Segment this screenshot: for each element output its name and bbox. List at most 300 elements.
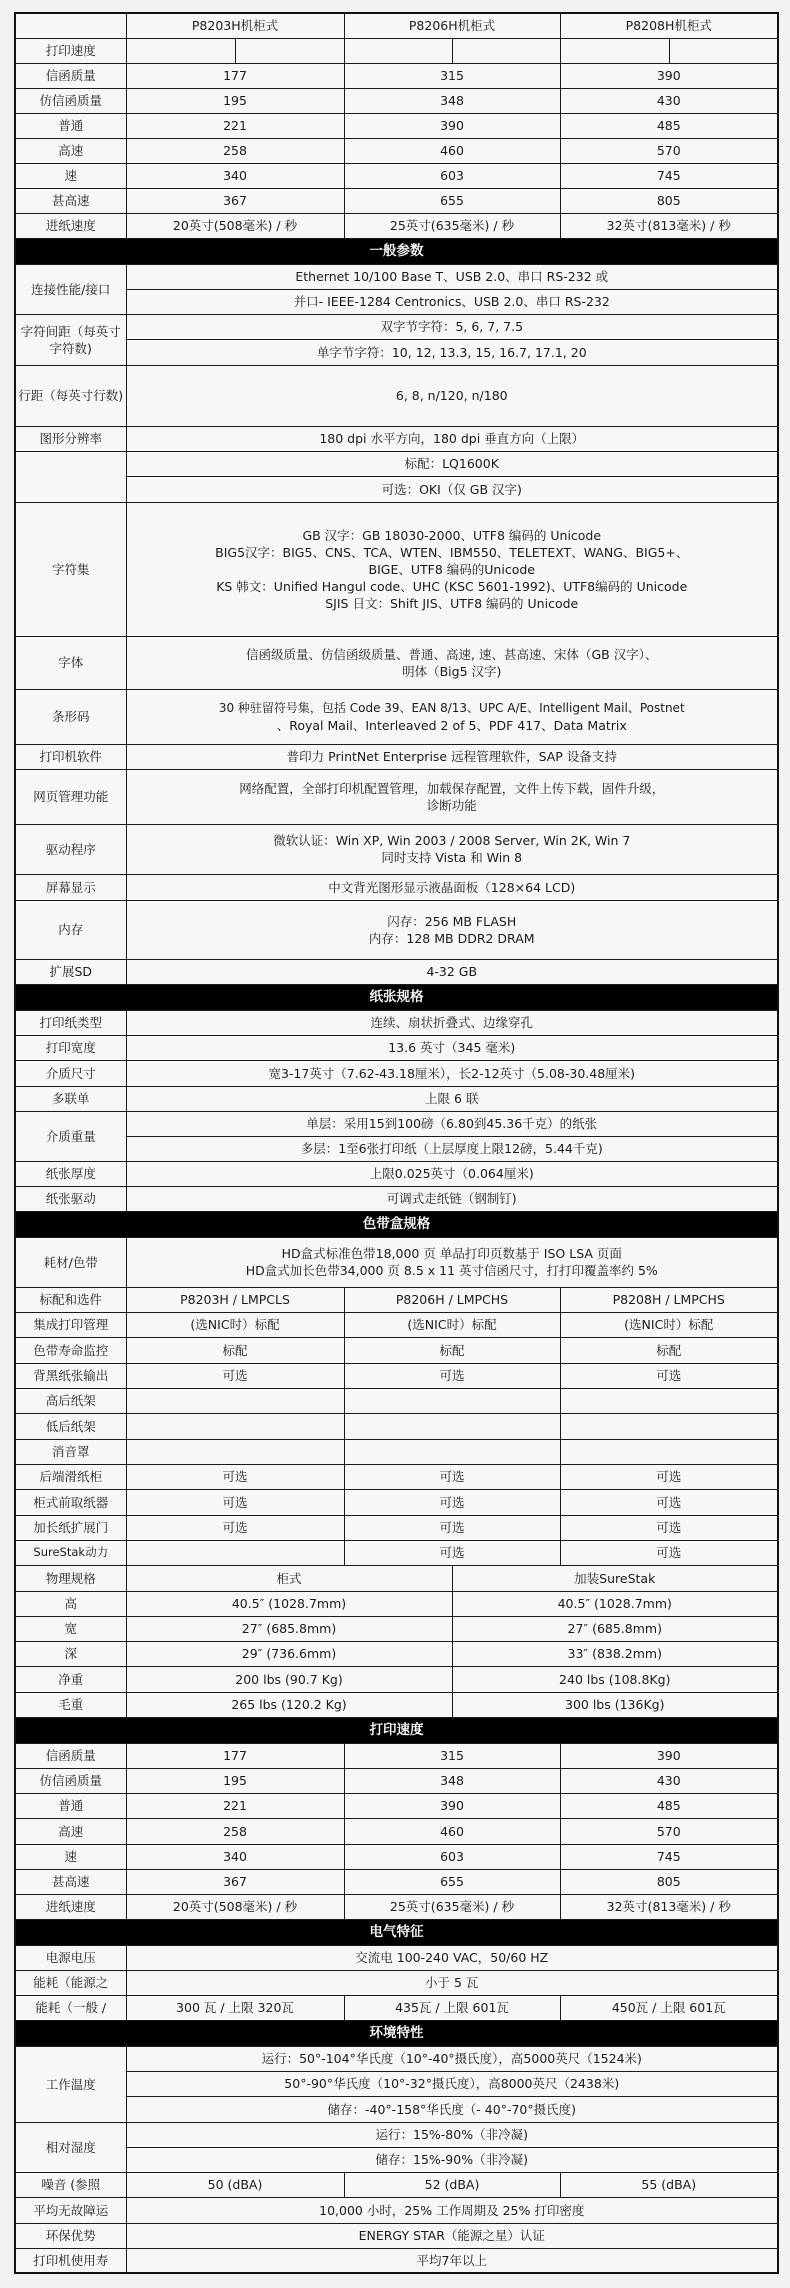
barcode-line: 30 种驻留符号集，包括 Code 39、EAN 8/13、UPC A/E、Intelligent Mail、Postnet <box>218 700 685 715</box>
driver-line: 同时支持 Vista 和 Win 8 <box>381 850 523 865</box>
table-row <box>15 2248 778 2273</box>
row-label: 高 <box>15 1591 126 1616</box>
table-row <box>15 1995 778 2020</box>
value-cell: 200 lbs (90.7 Kg) <box>126 1666 452 1692</box>
table-row <box>15 1540 778 1565</box>
value-cell: 450瓦 / 上限 601瓦 <box>560 1995 778 2020</box>
row-label: 色带寿命监控 <box>15 1337 126 1363</box>
table-row <box>15 636 778 689</box>
row-label: 介质重量 <box>15 1111 126 1161</box>
table-row <box>15 2096 778 2122</box>
physical-header-row <box>15 1565 778 1591</box>
table-row <box>15 1692 778 1717</box>
value-cell: 可选 <box>126 1489 344 1515</box>
table-row <box>15 451 778 476</box>
value-cell: 交流电 100-240 VAC，50/60 HZ <box>126 1945 778 1970</box>
row-label: 毛重 <box>15 1692 126 1717</box>
row-label: 字符集 <box>15 502 126 636</box>
value-cell: (选NIC时）标配 <box>344 1312 560 1337</box>
empty-cell <box>344 38 452 63</box>
value-cell <box>344 1439 560 1464</box>
table-row <box>15 1413 778 1439</box>
value-cell: 485 <box>560 1793 778 1818</box>
value-cell: 32英寸(813毫米) / 秒 <box>560 1894 778 1919</box>
row-label: 仿信函质量 <box>15 88 126 113</box>
table-row <box>15 2071 778 2096</box>
charset-line: BIGE、UTF8 编码的Unicode <box>368 561 535 577</box>
table-row <box>15 1337 778 1363</box>
value-cell: 40.5″ (1028.7mm) <box>452 1591 778 1616</box>
table-row <box>15 1945 778 1970</box>
value-cell: 普印力 PrintNet Enterprise 远程管理软件，SAP 设备支持 <box>126 744 778 769</box>
value-cell: ENERGY STAR（能源之星）认证 <box>126 2223 778 2248</box>
section-header-speed <box>15 1717 778 1743</box>
row-label: 信函质量 <box>15 1743 126 1768</box>
table-row <box>15 1237 778 1287</box>
value-cell: 可选：OKI（仅 GB 汉字) <box>126 476 778 502</box>
value-cell: 中文背光图形显示液晶面板（128×64 LCD) <box>126 874 778 900</box>
table-row <box>15 1844 778 1869</box>
row-label: 高后纸架 <box>15 1388 126 1413</box>
value-cell: 连续、扇状折叠式、边缘穿孔 <box>126 1010 778 1035</box>
model-header-row <box>15 13 778 38</box>
value-cell: 195 <box>126 88 344 113</box>
value-cell: 390 <box>344 1793 560 1818</box>
table-row <box>15 1439 778 1464</box>
table-row <box>15 1489 778 1515</box>
value-cell <box>126 636 778 689</box>
value-cell: 195 <box>126 1768 344 1793</box>
row-label: 字体 <box>15 636 126 689</box>
table-row <box>15 264 778 289</box>
value-cell: 可选 <box>560 1464 778 1489</box>
value-cell: 240 lbs (108.8Kg) <box>452 1666 778 1692</box>
empty-cell <box>560 38 669 63</box>
empty-cell <box>452 38 560 63</box>
value-cell: 25英寸(635毫米) / 秒 <box>344 213 560 238</box>
table-row <box>15 1111 778 1136</box>
row-label: 普通 <box>15 113 126 138</box>
row-label: 能耗（能源之 <box>15 1970 126 1995</box>
row-label: 内存 <box>15 900 126 959</box>
value-cell: 可选 <box>344 1489 560 1515</box>
row-label: 平均无故障运 <box>15 2197 126 2223</box>
value-cell: 10,000 小时，25% 工作周期及 25% 打印密度 <box>126 2197 778 2223</box>
model-header: P8208H机柜式 <box>560 13 778 38</box>
row-label: 噪音 (参照 <box>15 2172 126 2197</box>
value-cell: (选NIC时）标配 <box>126 1312 344 1337</box>
table-row <box>15 1464 778 1489</box>
value-cell: 20英寸(508毫米) / 秒 <box>126 1894 344 1919</box>
value-cell: 标配 <box>560 1337 778 1363</box>
table-row <box>15 1010 778 1035</box>
row-label: 物理规格 <box>15 1565 126 1591</box>
table-row <box>15 769 778 824</box>
row-label: 纸张厚度 <box>15 1161 126 1186</box>
table-row <box>15 188 778 213</box>
row-label: 进纸速度 <box>15 213 126 238</box>
row-label: 网页管理功能 <box>15 769 126 824</box>
table-row <box>15 138 778 163</box>
section-title: 色带盒规格 <box>15 1211 778 1237</box>
value-cell: 603 <box>344 1844 560 1869</box>
value-cell: 603 <box>344 163 560 188</box>
section-header-general <box>15 238 778 264</box>
row-label: 打印纸类型 <box>15 1010 126 1035</box>
value-cell: 可选 <box>344 1515 560 1540</box>
table-row <box>15 959 778 984</box>
table-row <box>15 1161 778 1186</box>
table-row <box>15 365 778 426</box>
value-cell: 340 <box>126 163 344 188</box>
section-title: 电气特征 <box>15 1919 778 1945</box>
value-cell: 6, 8, n/120, n/180 <box>126 365 778 426</box>
speed-label-row <box>15 38 778 63</box>
row-label: 打印宽度 <box>15 1035 126 1060</box>
table-row <box>15 2197 778 2223</box>
value-cell: 小于 5 瓦 <box>126 1970 778 1995</box>
row-label: 打印机软件 <box>15 744 126 769</box>
value-cell: 可选 <box>344 1363 560 1388</box>
value-cell <box>126 1388 344 1413</box>
value-cell <box>126 1413 344 1439</box>
value-cell: 460 <box>344 138 560 163</box>
table-row <box>15 900 778 959</box>
row-label: 打印速度 <box>15 38 126 63</box>
table-row <box>15 1666 778 1692</box>
value-cell: 300 lbs (136Kg) <box>452 1692 778 1717</box>
row-label: 条形码 <box>15 689 126 744</box>
value-cell: 435瓦 / 上限 601瓦 <box>344 1995 560 2020</box>
value-cell: 可选 <box>560 1363 778 1388</box>
row-label: 仿信函质量 <box>15 1768 126 1793</box>
value-cell: 可选 <box>344 1464 560 1489</box>
row-label: 屏幕显示 <box>15 874 126 900</box>
section-title: 一般参数 <box>15 238 778 264</box>
value-cell: 多层：1至6张打印纸（上层厚度上限12磅，5.44千克) <box>126 1136 778 1161</box>
row-label: 多联单 <box>15 1086 126 1111</box>
table-row <box>15 289 778 314</box>
value-cell: 宽3-17英寸（7.62-43.18厘米），长2-12英寸（5.08-30.48厘米) <box>126 1060 778 1086</box>
table-row <box>15 1768 778 1793</box>
table-row <box>15 2223 778 2248</box>
value-cell: 可选 <box>560 1489 778 1515</box>
table-row <box>15 1363 778 1388</box>
value-cell: 上限0.025英寸（0.064厘米) <box>126 1161 778 1186</box>
value-cell: 300 瓦 / 上限 320瓦 <box>126 1995 344 2020</box>
value-cell: 平均7年以上 <box>126 2248 778 2273</box>
value-cell: 348 <box>344 1768 560 1793</box>
row-label: 深 <box>15 1641 126 1666</box>
row-label: 电源电压 <box>15 1945 126 1970</box>
memory-line: 内存：128 MB DDR2 DRAM <box>368 930 535 946</box>
value-cell: 32英寸(813毫米) / 秒 <box>560 213 778 238</box>
section-title: 环境特性 <box>15 2020 778 2046</box>
value-cell <box>560 1388 778 1413</box>
table-row <box>15 689 778 744</box>
model-header: P8203H机柜式 <box>126 13 344 38</box>
value-cell <box>126 1439 344 1464</box>
table-row <box>15 1793 778 1818</box>
table-row <box>15 1641 778 1666</box>
row-label: 后端滑纸柜 <box>15 1464 126 1489</box>
row-label: 扩展SD <box>15 959 126 984</box>
section-header-environment <box>15 2020 778 2046</box>
value-cell: 可选 <box>560 1515 778 1540</box>
value-cell: 标配：LQ1600K <box>126 451 778 476</box>
table-row <box>15 502 778 636</box>
value-cell: 180 dpi 水平方向，180 dpi 垂直方向（上限） <box>126 426 778 451</box>
value-cell <box>126 824 778 874</box>
section-title: 打印速度 <box>15 1717 778 1743</box>
table-row <box>15 1312 778 1337</box>
value-cell: 258 <box>126 138 344 163</box>
value-cell <box>126 1237 778 1287</box>
value-cell: 单字节字符：10, 12, 13.3, 15, 16.7, 17.1, 20 <box>126 339 778 365</box>
value-cell: 双字节字符：5, 6, 7, 7.5 <box>126 314 778 339</box>
value-cell: 标配 <box>344 1337 560 1363</box>
fonts-line: 信函级质量、仿信函级质量、普通、高速, 速、甚高速、宋体（GB 汉字）、 <box>246 646 658 662</box>
table-row <box>15 2046 778 2071</box>
memory-line: 闪存：256 MB FLASH <box>387 913 517 929</box>
value-cell: 430 <box>560 88 778 113</box>
value-cell: 55 (dBA) <box>560 2172 778 2197</box>
value-cell: 标配 <box>126 1337 344 1363</box>
row-label <box>15 451 126 502</box>
value-cell: 50 (dBA) <box>126 2172 344 2197</box>
table-row <box>15 213 778 238</box>
web-mgmt-line: 网络配置，全部打印机配置管理，加载保存配置，文件上传下载，固件升级， <box>239 780 665 796</box>
row-label: 标配和选件 <box>15 1287 126 1312</box>
value-cell: 并口- IEEE-1284 Centronics、USB 2.0、串口 RS-232 <box>126 289 778 314</box>
row-label: 净重 <box>15 1666 126 1692</box>
value-cell: 390 <box>560 63 778 88</box>
row-label: SureStak动力 <box>15 1540 126 1565</box>
row-label: 连接性能/接口 <box>15 264 126 314</box>
table-row <box>15 163 778 188</box>
value-cell: Ethernet 10/100 Base T、USB 2.0、串口 RS-232 或 <box>126 264 778 289</box>
value-cell: 可选 <box>344 1540 560 1565</box>
spec-sheet <box>14 12 777 2274</box>
driver-line: 微软认证：Win XP, Win 2003 / 2008 Server, Win 2K, Win 7 <box>273 833 631 848</box>
consumables-line: HD盒式加长色带34,000 页 8.5 x 11 英寸信函尺寸，打打印覆盖率约 5% <box>245 1263 658 1278</box>
row-label: 耗材/色带 <box>15 1237 126 1287</box>
row-label: 图形分辨率 <box>15 426 126 451</box>
row-label: 环保优势 <box>15 2223 126 2248</box>
section-header-ribbon <box>15 1211 778 1237</box>
row-label: 字符间距（每英寸字符数) <box>15 314 126 365</box>
value-cell: 430 <box>560 1768 778 1793</box>
table-row <box>15 1388 778 1413</box>
value-cell <box>560 1413 778 1439</box>
row-label: 行距（每英寸行数) <box>15 365 126 426</box>
value-cell: 805 <box>560 1869 778 1894</box>
table-row <box>15 1970 778 1995</box>
value-cell: 390 <box>560 1743 778 1768</box>
empty-cell <box>126 38 235 63</box>
table-row <box>15 744 778 769</box>
value-cell: 4-32 GB <box>126 959 778 984</box>
value-cell: 加装SureStak <box>452 1565 778 1591</box>
charset-line: BIG5汉字：BIG5、CNS、TCA、WTEN、IBM550、TELETEXT、WANG、BIG5+、 <box>215 544 689 560</box>
table-row <box>15 476 778 502</box>
value-cell <box>344 1413 560 1439</box>
value-cell: 745 <box>560 163 778 188</box>
row-label: 普通 <box>15 1793 126 1818</box>
value-cell: 460 <box>344 1818 560 1844</box>
value-cell: 340 <box>126 1844 344 1869</box>
value-cell <box>126 689 778 744</box>
value-cell <box>126 502 778 636</box>
value-cell: 20英寸(508毫米) / 秒 <box>126 213 344 238</box>
value-cell: 27″ (685.8mm) <box>126 1616 452 1641</box>
table-row <box>15 314 778 339</box>
value-cell <box>560 1439 778 1464</box>
value-cell: 367 <box>126 188 344 213</box>
table-row <box>15 2147 778 2172</box>
table-row <box>15 1035 778 1060</box>
value-cell: P8203H / LMPCLS <box>126 1287 344 1312</box>
value-cell <box>344 1388 560 1413</box>
table-row <box>15 1869 778 1894</box>
row-label: 纸张驱动 <box>15 1186 126 1211</box>
table-row <box>15 824 778 874</box>
value-cell: 29″ (736.6mm) <box>126 1641 452 1666</box>
value-cell: P8206H / LMPCHS <box>344 1287 560 1312</box>
table-row <box>15 1136 778 1161</box>
empty-cell <box>235 38 344 63</box>
value-cell: 40.5″ (1028.7mm) <box>126 1591 452 1616</box>
value-cell: 390 <box>344 113 560 138</box>
value-cell: 655 <box>344 188 560 213</box>
row-label: 柜式前取纸器 <box>15 1489 126 1515</box>
value-cell: 可选 <box>126 1515 344 1540</box>
value-cell: 221 <box>126 113 344 138</box>
table-row <box>15 1060 778 1086</box>
charset-line: KS 韩文：Unified Hangul code、UHC (KSC 5601-1992)、UTF8编码的 Unicode <box>216 578 688 594</box>
value-cell: 485 <box>560 113 778 138</box>
table-row <box>15 1591 778 1616</box>
table-row <box>15 339 778 365</box>
section-header-electrical <box>15 1919 778 1945</box>
value-cell: 570 <box>560 1818 778 1844</box>
value-cell: 27″ (685.8mm) <box>452 1616 778 1641</box>
value-cell <box>126 1540 344 1565</box>
row-label: 进纸速度 <box>15 1894 126 1919</box>
table-row <box>15 88 778 113</box>
row-label: 驱动程序 <box>15 824 126 874</box>
value-cell: 52 (dBA) <box>344 2172 560 2197</box>
value-cell <box>126 900 778 959</box>
model-header: P8206H机柜式 <box>344 13 560 38</box>
value-cell: 13.6 英寸（345 毫米) <box>126 1035 778 1060</box>
value-cell: 储存：-40°-158°华氏度（- 40°-70°摄氏度) <box>126 2096 778 2122</box>
value-cell: 177 <box>126 63 344 88</box>
row-label: 能耗（一般 / <box>15 1995 126 2020</box>
charset-line: SJIS 日文：Shift JIS、UTF8 编码的 Unicode <box>325 595 579 611</box>
row-label: 相对湿度 <box>15 2122 126 2172</box>
value-cell: 单层：采用15到100磅（6.80到45.36千克）的纸张 <box>126 1111 778 1136</box>
table-row <box>15 2122 778 2147</box>
value-cell: 367 <box>126 1869 344 1894</box>
row-label: 甚高速 <box>15 1869 126 1894</box>
value-cell: 上限 6 联 <box>126 1086 778 1111</box>
row-label: 速 <box>15 1844 126 1869</box>
row-label: 信函质量 <box>15 63 126 88</box>
table-row <box>15 63 778 88</box>
table-row <box>15 1743 778 1768</box>
value-cell: 33″ (838.2mm) <box>452 1641 778 1666</box>
row-label: 宽 <box>15 1616 126 1641</box>
value-cell: (选NIC时）标配 <box>560 1312 778 1337</box>
row-label: 甚高速 <box>15 188 126 213</box>
table-row <box>15 113 778 138</box>
spec-table <box>14 12 779 2274</box>
row-label: 介质尺寸 <box>15 1060 126 1086</box>
value-cell: 655 <box>344 1869 560 1894</box>
table-row <box>15 1616 778 1641</box>
value-cell: 可调式走纸链（钢制钉) <box>126 1186 778 1211</box>
table-row <box>15 1818 778 1844</box>
value-cell: 258 <box>126 1818 344 1844</box>
row-label: 低后纸架 <box>15 1413 126 1439</box>
table-row <box>15 1894 778 1919</box>
value-cell: 348 <box>344 88 560 113</box>
table-row <box>15 1515 778 1540</box>
table-row <box>15 2172 778 2197</box>
row-label: 工作温度 <box>15 2046 126 2122</box>
value-cell: P8208H / LMPCHS <box>560 1287 778 1312</box>
corner-cell <box>15 13 126 38</box>
value-cell: 可选 <box>560 1540 778 1565</box>
value-cell: 177 <box>126 1743 344 1768</box>
value-cell: 315 <box>344 63 560 88</box>
section-title: 纸张规格 <box>15 984 778 1010</box>
fonts-line: 明体（Big5 汉字) <box>402 663 502 679</box>
value-cell: 25英寸(635毫米) / 秒 <box>344 1894 560 1919</box>
table-row <box>15 1186 778 1211</box>
row-label: 消音罩 <box>15 1439 126 1464</box>
value-cell: 745 <box>560 1844 778 1869</box>
table-row <box>15 1086 778 1111</box>
row-label: 速 <box>15 163 126 188</box>
value-cell: 可选 <box>126 1464 344 1489</box>
value-cell: 运行：50°-104°华氏度（10°-40°摄氏度），高5000英尺（1524米) <box>126 2046 778 2071</box>
web-mgmt-line: 诊断功能 <box>426 797 477 813</box>
row-label: 背黑纸张输出 <box>15 1363 126 1388</box>
value-cell: 可选 <box>126 1363 344 1388</box>
value-cell: 265 lbs (120.2 Kg) <box>126 1692 452 1717</box>
row-label: 集成打印管理 <box>15 1312 126 1337</box>
consumables-line: HD盒式标准色带18,000 页 单品打印页数基于 ISO LSA 页面 <box>281 1246 622 1261</box>
empty-cell <box>669 38 778 63</box>
section-header-paper <box>15 984 778 1010</box>
table-row <box>15 426 778 451</box>
value-cell: 运行：15%-80%（非冷凝) <box>126 2122 778 2147</box>
row-label: 高速 <box>15 1818 126 1844</box>
value-cell <box>126 769 778 824</box>
charset-line: GB 汉字：GB 18030-2000、UTF8 编码的 Unicode <box>302 527 602 543</box>
options-header-row <box>15 1287 778 1312</box>
row-label: 加长纸扩展门 <box>15 1515 126 1540</box>
value-cell: 315 <box>344 1743 560 1768</box>
barcode-line: 、Royal Mail、Interleaved 2 of 5、PDF 417、Data Matrix <box>276 717 627 733</box>
value-cell: 柜式 <box>126 1565 452 1591</box>
row-label: 高速 <box>15 138 126 163</box>
value-cell: 805 <box>560 188 778 213</box>
value-cell: 50°-90°华氏度（10°-32°摄氏度），高8000英尺（2438米) <box>126 2071 778 2096</box>
value-cell: 570 <box>560 138 778 163</box>
